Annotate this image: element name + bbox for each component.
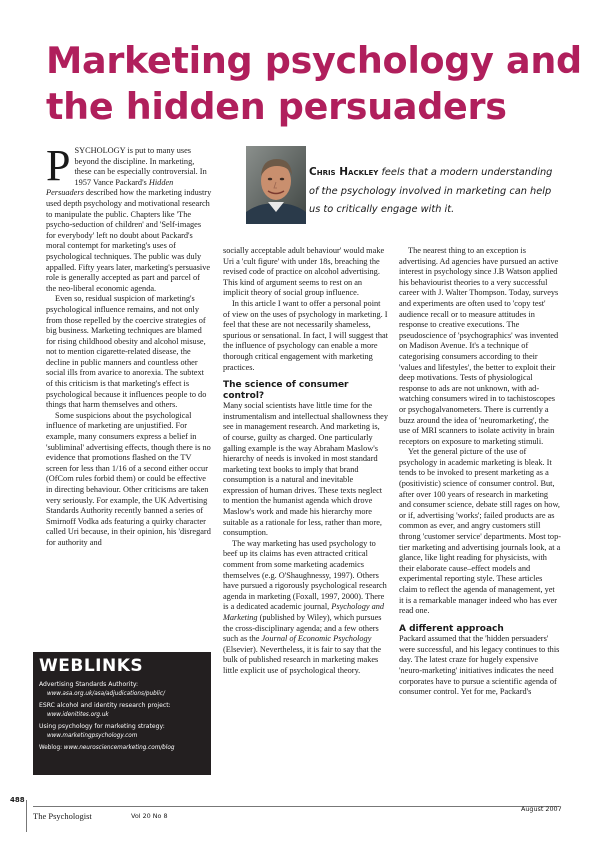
drop-cap: P [46,141,71,190]
journal-volume: Vol 20 No 8 [131,812,168,820]
title-line-1: Marketing psychology and [46,39,582,82]
paragraph: Some suspicions about the psychological influence of marketing are unjustified. For example, many consumers express a belief in 'subliminal' advertising effects, though there is no evidence that promotions flashed on the TV screen for less than 1/16 of a second either occur (OfCom rules forbid them) or could be effective in directing behaviour. Other criticisms are taken very seriously. For example, the UK Advertising Standards Authority recently banned a series of Smirnoff Vodka ads featuring a quirky character called Uri because, in their opinion, his 'disregard for authority and [46,410,211,547]
journal-title: Journal of Economic Psychology [261,634,372,644]
weblink-url[interactable]: www.asa.org.uk/asa/adjudications/public/ [47,690,165,697]
weblink-label: ESRC alcohol and identity research project: [39,702,171,710]
intro-text: SYCHOLOGY is put to many uses beyond the discipline. In marketing, these can be especially controversial. In 1957 Vance Packard's [74,146,207,187]
standfirst-text: feels that a modern understanding of the psychology involved in marketing can help us to critically engage with it. [309,167,553,215]
weblink-url[interactable]: www.idenitites.org.uk [47,711,109,718]
column-1 [46,141,212,549]
paragraph: Even so, residual suspicion of marketing's psychological influence remains, and not only from those repelled by the coercive strategies of big business. Marketing techniques are blamed for rising childhood obesity and alcohol misuse, not to mention cigarette-related disease, the decline in public manners and countless other social ills from avarice to anorexia. The subtext of this criticism is that marketing's effect is psychological because it influences people to do things that harm themselves and others. [46,294,207,410]
paragraph: Packard assumed that the 'hidden persuaders' were successful, and his legacy continues to this day. The latest craze for hugely expensive 'neuro-marketing' initiatives indicates the need corporates have to pursue a scientific agenda of consumer control. Yet for me, Packard's [399,634,560,697]
weblog-label: Weblog: [39,744,64,751]
author-name: Chris Hackley [309,166,379,178]
weblog-url[interactable]: www.neurosciencemarketing.com/blog [63,744,175,751]
weblink-url[interactable]: www.marketingpsychology.com [47,732,138,739]
section-heading: A different approach [399,623,504,634]
issue-date: August 2007 [521,805,562,813]
paragraph [223,539,388,677]
paragraph: Many social scientists have little time for the instrumentalism and intellectual shallowness they see in management research. And marketing is, of course, guilty as charged. One particularly galling example is the way Abraham Maslow's hierarchy of needs is invoked in most standard marketing text books to imply that brand consumption is a natural and inevitable expression of human drives. These texts neglect to mention the humanist agenda which drove Maslow's work and made his hierarchy more suitable as a rationale for less, rather than more, consumption. [223,401,388,538]
page-number: 488 [10,796,25,804]
text-run: (Elsevier). Nevertheless, it is fair to say that the bulk of published research in marketing makes little explicit use of psychological theory. [223,644,382,675]
column-2 [223,246,388,677]
weblinks-box [33,652,211,775]
footer-side-rule [26,800,27,832]
weblinks-heading: WEBLINKS [39,656,144,676]
journal-title: Psychology and Marketing [223,602,385,622]
paragraph: Yet the general picture of the use of psychology in academic marketing is bleak. It tends to be invoked to present marketing as a (positivistic) science of consumer control. But, after over 100 years of research in marketing and consumer science, debate still rages on how, or if, advertising 'works'; failed products are as common as ever, and angry customers still throng 'customer service' departments. Most top-tier marketing and advertising journals look, at a glance, like light reading for physicists, with their elaborate cause–effect models and experimental reporting style. These articles claim to reflect the agenda of management, yet it is a remarkable manager indeed who has ever read one. [399,447,561,616]
title-line-2: the hidden persuaders [46,85,507,128]
intro-text-end: described how the marketing industry used depth psychology and motivational research to manipulate the public. Chapters like 'The psycho-seduction of children' and 'Self-images for everybody' left no doubt about Packard's moral contempt for marketing's uses of psychological techniques. The public was duly appalled. Fifty years later, marketing's persuasive role is generally accepted as part and parcel of the neo-liberal economic agenda. [46,188,212,293]
weblog-line [39,744,211,754]
paragraph: The nearest thing to an exception is advertising. Ad agencies have pursued an active interest in psychology since J.B Watson applied his behaviourist theories to a very successful career with J. Walter Thompson. Today, surveys and experiments are often used to 'copy test' audience recall or to measure attitudes in response to creative executions. The pseudoscience of 'psychographics' was invented on Madison Avenue. It's a technique of categorising consumers according to their 'values and lifestyles', the better to exploit their deep motivations. Tests of physiological response to ads are not unknown, with ad-watching consumers wired in to tachistoscopes or psychogalvanometers. There is currently a buzz around the idea of 'neuromarketing', the use of MRI scanners to isolate activity in brain receptors on exposure to marketing stimuli. [399,246,559,446]
book-title: Hidden Persuaders [46,177,174,198]
paragraph: socially acceptable adult behaviour' would make Uri a 'cult figure' with under 18s, breaching the revised code of practice on alcohol advertising. This kind of argument seems to rest on an implicit theory of social group influence. [223,246,385,298]
article-title [46,38,582,130]
weblink-label: Using psychology for marketing strategy: [39,723,165,731]
section-heading: The science of consumer control? [223,380,349,401]
paragraph: In this article I want to offer a personal point of view on the uses of psychology in marketing. I feel that these are not necessarily shameless, spurious or sensational. In fact, I will suggest that the influence of psychology can enable a more thorough critical engagement with marketing practices. [223,298,388,372]
text-run: The way marketing has used psychology to beef up its claims has even attracted critical comment from some marketing academics themselves (e.g. O'Shaughnessy, 1997). Others have pursued a rigorously psychological research agenda in marketing (Foxall, 1997, 2000). There is a dedicated academic journal, [223,538,387,612]
author-photo [246,146,306,224]
journal-name: The Psychologist [33,811,92,821]
weblink-label: Advertising Standards Authority: [39,681,139,688]
standfirst [309,163,559,220]
footer-rule [33,806,559,807]
column-3 [399,246,561,698]
intro-paragraph [46,141,212,294]
text-run: (published by Wiley), which pursues the cross-disciplinary agenda; and a few others such as the [223,613,382,644]
